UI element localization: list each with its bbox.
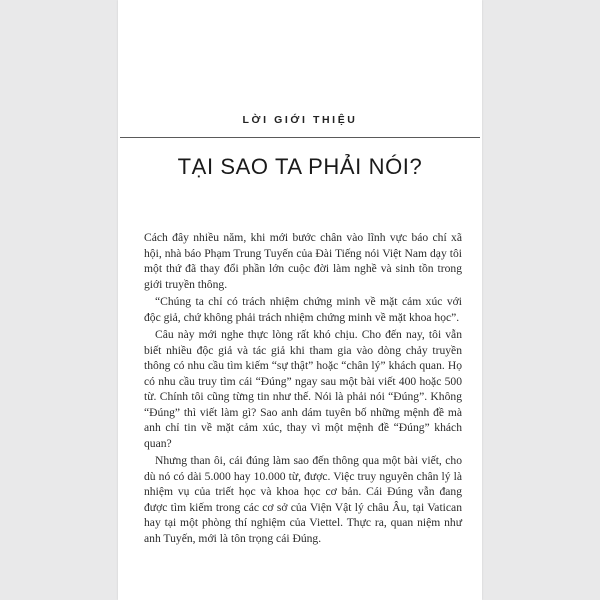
paragraph: Câu này mới nghe thực lòng rất khó chịu. Cho đến nay, tôi vẫn biết nhiều độc giả và tác giả khi tham gia vào dòng chảy truyền thông có nhu cầu tìm kiếm “sự thật” hoặc “chân lý” khách quan. Họ có nhu cầu truy tìm cái “Đúng” ngay sau một bài viết 400 hoặc 500 từ. Chính tôi cũng từng tin như thế. Nói là phải nói “Đúng”. Không “Đúng” thì viết làm gì? Sao anh dám tuyên bố những mệnh đề mà anh chỉ tin về mặt cảm xúc, thay vì một mệnh đề “Đúng” khách quan? — [144, 328, 462, 450]
body-text — [144, 230, 462, 548]
chapter-title: TẠI SAO TA PHẢI NÓI? — [177, 154, 423, 179]
paragraph: “Chúng ta chỉ có trách nhiệm chứng minh về mặt cảm xúc với độc giả, chứ không phải trách nhiệm chứng minh về mặt khoa học”. — [144, 295, 462, 324]
book-page — [118, 0, 482, 600]
section-label: LỜI GIỚI THIỆU — [242, 114, 358, 126]
paragraph: Nhưng than ôi, cái đúng làm sao đến thông qua một bài viết, cho dù nó có dài 5.000 hay 10.000 từ, được. Việc truy nguyên chân lý là nhiệm vụ của triết học và khoa học cơ bản. Cái Đúng vẫn đang được tìm kiếm trong các cơ sở của Viện Vật lý châu Âu, tại Vatican hay tại một phòng thí nghiệm của Viettel. Thực ra, quan niệm như anh Tuyến, mới là tôn trọng cái Đúng. — [144, 454, 462, 545]
paragraph: Cách đây nhiều năm, khi mới bước chân vào lĩnh vực báo chí xã hội, nhà báo Phạm Trung Tuyến của Đài Tiếng nói Việt Nam dạy tôi một thứ đã thay đổi phần lớn cuộc đời làm nghề và sinh tồn trong giới truyền thông. — [144, 231, 462, 291]
header-rule — [120, 137, 480, 138]
